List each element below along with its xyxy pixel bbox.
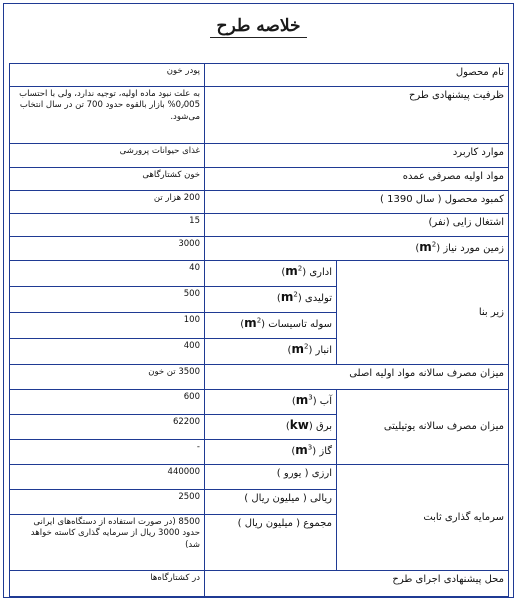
investment-label: سرمایه گذاری ثابت [337,465,509,571]
usage-label: موارد کاربرد [205,144,509,168]
utility-water-cell: آب $(m^3)$ [205,390,337,415]
building-office-value: 40 [10,261,205,287]
utility-gas-label: گاز [319,446,332,457]
shortage-value: 200 هزار تن [10,191,205,214]
building-warehouse-cell: انبار $(m^2)$ [205,339,337,365]
product-name-value: پودر خون [10,64,205,87]
shortage-label: کمبود محصول ( سال 1390 ) [205,191,509,214]
raw-material-label: مواد اولیه مصرفی عمده [205,168,509,191]
building-production-value: 500 [10,287,205,313]
table-row [10,64,509,87]
unit-label: m [285,264,298,278]
land-label-cell: زمین مورد نیاز $(m^2)$ [205,237,509,261]
raw-material-value: خون کشتارگاهی [10,168,205,191]
table-row [10,87,509,144]
summary-table [9,63,509,597]
capacity-label: ظرفیت پیشنهادی طرح [205,87,509,144]
unit-label: m [295,443,308,457]
table-row [10,168,509,191]
investment-foreign-label: ارزی ( یورو ) [205,465,337,490]
table-row [10,571,509,597]
building-office-label: اداری [309,267,332,278]
table-row [10,465,509,490]
investment-total-label: مجموع ( میلیون ریال ) [205,515,337,571]
page-title: خلاصه طرح [4,16,513,36]
investment-foreign-value: 440000 [10,465,205,490]
table-row [10,144,509,168]
land-label: زمین مورد نیاز [443,243,504,254]
annual-raw-value: 3500 تن خون [10,365,205,390]
unit-exponent: 2 [297,264,303,273]
utility-power-value: 62200 [10,415,205,440]
table-row [10,191,509,214]
unit-label: m [244,316,257,330]
utility-gas-cell: گاز $(m^3)$ [205,440,337,465]
utility-water-value: 600 [10,390,205,415]
location-value: در کشتارگاه‌ها [10,571,205,597]
table-row [10,365,509,390]
employment-label: اشتغال زایی (نفر) [205,214,509,237]
investment-rial-value: 2500 [10,490,205,515]
employment-value: 15 [10,214,205,237]
unit-label: m [291,342,304,356]
investment-rial-label: ریالی ( میلیون ریال ) [205,490,337,515]
product-name-label: نام محصول [205,64,509,87]
investment-total-value: 8500 (در صورت استفاده از دستگاه‌های ایرانی حدود 3000 ریال از سرمایه گذاری کاسته خواهد شد) [10,515,205,571]
table-row [10,237,509,261]
annual-raw-label: میزان مصرف سالانه مواد اولیه اصلی [205,365,509,390]
table-row [10,261,509,287]
capacity-value: به علت نبود ماده اولیه، توجیه ندارد، ولی با احتساب 0٫005% بازار بالقوه حدود 700 تن در سال انتخاب می‌شود. [10,87,205,144]
unit-label: m [419,240,432,254]
unit-label: m [280,290,294,304]
utility-power-label: برق [315,421,332,432]
unit-label: m [295,393,309,407]
building-production-label: تولیدی [304,293,332,304]
utility-gas-value: - [10,440,205,465]
building-utility-shed-cell: سوله تاسیسات $(m^2)$ [205,313,337,339]
building-production-cell: تولیدی $(m^2)$ [205,287,337,313]
location-label: محل پیشنهادی اجرای طرح [205,571,509,597]
unit-label: kw [289,418,309,432]
table-row [10,214,509,237]
building-warehouse-value: 400 [10,339,205,365]
unit-exponent: 3 [307,443,313,452]
building-label: زیر بنا [337,261,509,365]
land-value: 3000 [10,237,205,261]
table-row [10,390,509,415]
unit-exponent: 2 [293,290,298,299]
utility-power-cell: برق (kw) [205,415,337,440]
building-utility-shed-value: 100 [10,313,205,339]
usage-value: غذای حیوانات پرورشی [10,144,205,168]
building-utility-shed-label: سوله تاسیسات [268,319,332,330]
building-warehouse-label: انبار [315,345,332,356]
utilities-label: میزان مصرف سالانه یوتیلیتی [337,390,509,465]
unit-exponent: 2 [303,342,309,351]
unit-exponent: 3 [308,393,313,402]
summary-frame [3,3,514,598]
unit-exponent: 2 [431,240,437,249]
unit-exponent: 2 [256,316,262,325]
utility-water-label: آب [319,396,332,407]
building-office-cell: اداری $(m^2)$ [205,261,337,287]
